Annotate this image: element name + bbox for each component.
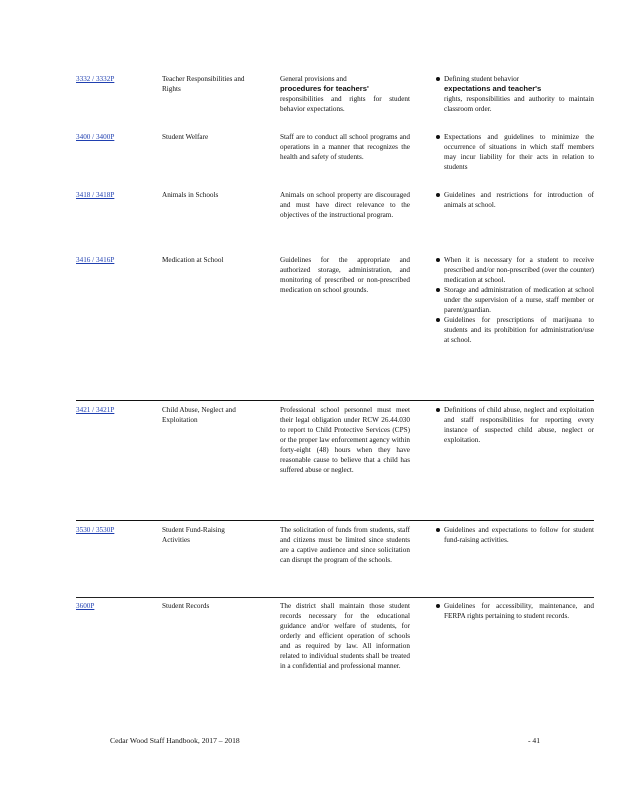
- policy-description: General provisions and procedures for teachers' responsibilities and rights for student behavior expectations.: [280, 75, 410, 113]
- policy-link[interactable]: 3332 / 3332P: [76, 75, 115, 83]
- bullet-item: Storage and administration of medication at school under the supervision of a nurse, staff member or parent/guardian.: [436, 285, 594, 315]
- policy-purpose: [436, 132, 594, 172]
- policy-purpose: [436, 190, 594, 210]
- bullet-item: Guidelines for prescriptions of marijuana to students and its prohibition for administration/use at school.: [436, 315, 594, 345]
- policy-description: The solicitation of funds from students, staff and citizens must be limited since students are a captive audience and since solicitation can disrupt the program of the schools.: [280, 526, 410, 564]
- handbook-title: Cedar Wood Staff Handbook, 2017 – 2018: [110, 736, 240, 745]
- policy-purpose: [436, 255, 594, 345]
- row-divider: [76, 520, 594, 521]
- bullet-item: Defining student behavior expectations and teacher's rights, responsibilities and authority to maintain classroom order.: [436, 74, 594, 114]
- policy-link[interactable]: 3418 / 3418P: [76, 191, 115, 199]
- page-number: - 41: [527, 736, 540, 745]
- policy-title: Teacher Responsibilities and Rights: [162, 75, 245, 93]
- policy-purpose: [436, 601, 594, 621]
- bullet-item: When it is necessary for a student to receive prescribed and/or non-prescribed (over the counter) medication at school.: [436, 255, 594, 285]
- policy-title: Student Welfare: [162, 133, 209, 141]
- policy-title: Student Fund-Raising Activities: [162, 526, 225, 544]
- policy-link[interactable]: 3400 / 3400P: [76, 133, 115, 141]
- bullet-item: Definitions of child abuse, neglect and exploitation and staff responsibilities for reporting every instance of suspected child abuse, neglect or exploitation.: [436, 405, 594, 445]
- policy-link[interactable]: 3416 / 3416P: [76, 256, 115, 264]
- policy-title: Medication at School: [162, 256, 224, 264]
- row-divider: [76, 597, 594, 598]
- bullet-item: Guidelines for accessibility, maintenance, and FERPA rights pertaining to student records.: [436, 601, 594, 621]
- policy-description: Animals on school property are discouraged and must have direct relevance to the objectives of the instructional program.: [280, 191, 410, 219]
- row-divider: [76, 400, 594, 401]
- policy-purpose: [436, 525, 594, 545]
- bullet-item: Guidelines and expectations to follow for student fund-raising activities.: [436, 525, 594, 545]
- bullet-item: Guidelines and restrictions for introduction of animals at school.: [436, 190, 594, 210]
- policy-description: Staff are to conduct all school programs and operations in a manner that recognizes the health and safety of students.: [280, 133, 410, 161]
- policy-purpose: [436, 405, 594, 445]
- policy-link[interactable]: 3530 / 3530P: [76, 526, 115, 534]
- policy-description: Guidelines for the appropriate and authorized storage, administration, and monitoring of prescribed or non-prescribed medication on school grounds.: [280, 256, 410, 294]
- policy-link[interactable]: 3600P: [76, 602, 95, 610]
- policy-description: Professional school personnel must meet their legal obligation under RCW 26.44.030 to report to Child Protective Services (CPS) or the proper law enforcement agency within forty-eight (48) hours when they have reasonable cause to believe that a child has suffered abuse or neglect.: [280, 406, 410, 474]
- policy-title: Student Records: [162, 602, 210, 610]
- policy-link[interactable]: 3421 / 3421P: [76, 406, 115, 414]
- policy-description: The district shall maintain those student records necessary for the educational guidance and/or welfare of students, for orderly and efficient operation of schools and as required by law. All information related to individual students shall be treated in a confidential and professional manner.: [280, 602, 410, 670]
- policy-title: Animals in Schools: [162, 191, 219, 199]
- bullet-item: Expectations and guidelines to minimize the occurrence of situations in which staff members may incur liability for their acts in relation to students: [436, 132, 594, 172]
- policy-purpose: [436, 74, 594, 114]
- policy-title: Child Abuse, Neglect and Exploitation: [162, 406, 236, 424]
